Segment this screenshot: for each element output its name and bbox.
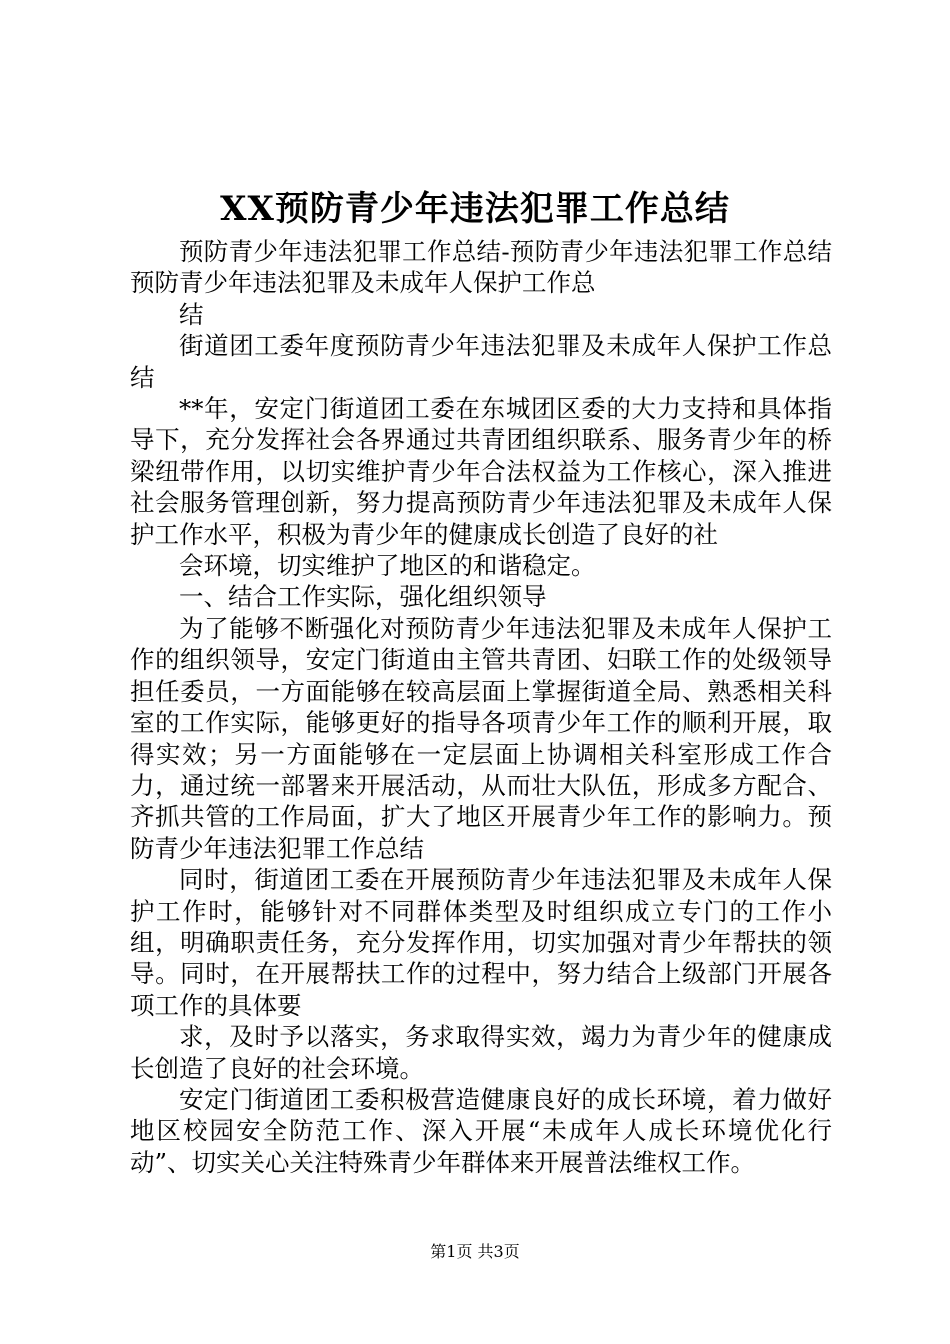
paragraph: 结 bbox=[179, 299, 204, 329]
paragraph: 为了能够不断强化对预防青少年违法犯罪及未成年人保护工作的组织领导，安定门街道由主管共青团、妇联工作的处级领导担任委员，一方面能够在较高层面上掌握街道全局、熟悉相关科室的工作实际，能够更好的指导各项青少年工作的顺利开展，取得实效；另一方面能够在一定层面上协调相关科室形成工作合力，通过统一部署来开展活动，从而壮大队伍，形成多方配合、齐抓共管的工作局面，扩大了地区开展青少年工作的影响力。预防青少年违法犯罪工作总结 bbox=[130, 613, 832, 863]
document-title: XX预防青少年违法犯罪工作总结 bbox=[220, 189, 730, 229]
page-number-footer: 第1页 共3页 bbox=[430, 1242, 520, 1261]
paragraph: 求，及时予以落实，务求取得实效，竭力为青少年的健康成长创造了良好的社会环境。 bbox=[130, 1022, 832, 1083]
section-heading: 一、结合工作实际，强化组织领导 bbox=[179, 582, 547, 612]
paragraph: 会环境，切实维护了地区的和谐稳定。 bbox=[179, 551, 596, 581]
paragraph: 安定门街道团工委积极营造健康良好的成长环境，着力做好地区校园安全防范工作、深入开展“未成年人成长环境优化行动”、切实关心关注特殊青少年群体来开展普法维权工作。 bbox=[130, 1084, 832, 1177]
document-body bbox=[130, 236, 832, 1178]
paragraph: 预防青少年违法犯罪工作总结-预防青少年违法犯罪工作总结预防青少年违法犯罪及未成年人保护工作总 bbox=[130, 237, 832, 298]
paragraph: 同时，街道团工委在开展预防青少年违法犯罪及未成年人保护工作时，能够针对不同群体类型及时组织成立专门的工作小组，明确职责任务，充分发挥作用，切实加强对青少年帮扶的领导。同时，在开展帮扶工作的过程中，努力结合上级部门开展各项工作的具体要 bbox=[130, 865, 832, 1020]
paragraph: 街道团工委年度预防青少年违法犯罪及未成年人保护工作总结 bbox=[130, 331, 832, 392]
paragraph: **年，安定门街道团工委在东城团区委的大力支持和具体指导下，充分发挥社会各界通过共青团组织联系、服务青少年的桥梁纽带作用，以切实维护青少年合法权益为工作核心，深入推进社会服务管理创新，努力提高预防青少年违法犯罪及未成年人保护工作水平，积极为青少年的健康成长创造了良好的社 bbox=[130, 394, 832, 549]
